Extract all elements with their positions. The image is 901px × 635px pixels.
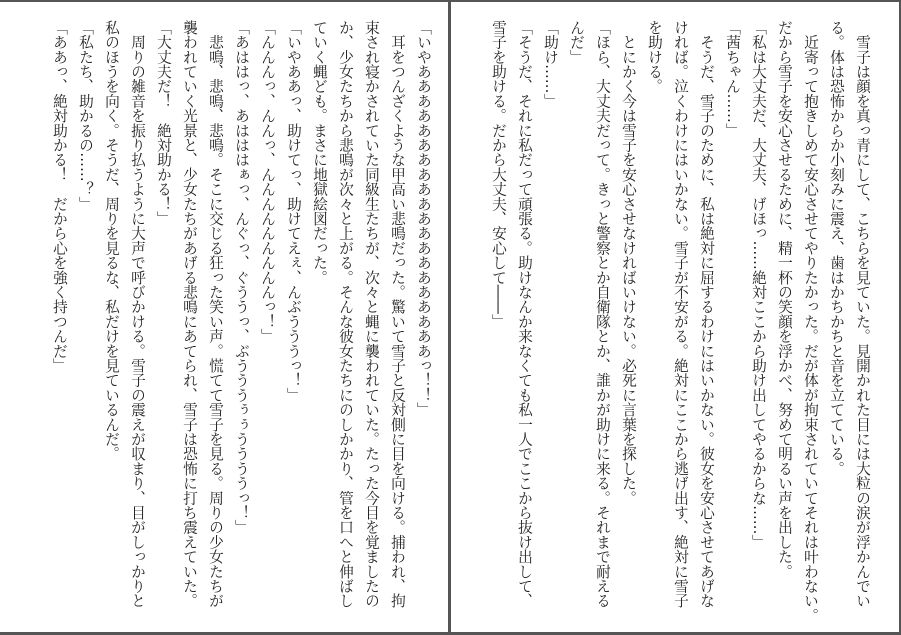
text-line: 襲われていく光景と、少女たちがあげる悲鳴にあてられ、雪子は恐怖に打ち震えていた。	[181, 20, 198, 608]
left-page	[16, 20, 436, 628]
text-line: 「私たち、助かるの……？」	[77, 20, 94, 212]
text-line: とにかく今は雪子を安心させなければいけない。必死に言葉を探した。	[620, 20, 637, 506]
text-line: 耳をつんざくような甲高い悲鳴だった。驚いて雪子と反対側に目を向ける。捕われ、拘	[389, 20, 406, 608]
text-line: 私のほうを向く。そうだ、周りを見るな、私だけを見ているんだ。	[103, 20, 120, 461]
text-line: ていく蝿ども。まさに地獄絵図だった。	[311, 20, 328, 285]
text-line: 雪子は顔を真っ青にして、こちらを見ていた。見開かれた目には大粒の涙が浮かんでい	[854, 20, 871, 608]
text-line: そうだ、雪子のために、私は絶対に屈するわけにはいかない。彼女を安心させてあげな	[698, 20, 715, 608]
text-line: だから雪子を安心させるために、精一杯の笑顔を浮かべ、努めて明るい声を出した。	[776, 20, 793, 579]
right-page	[465, 20, 875, 628]
page-divider	[448, 0, 451, 635]
text-line: 「ああっ、絶対助かる！ だから心を強く持つんだ」	[51, 20, 68, 373]
text-line: 近寄って抱きしめて安心させてやりたかった。だが体が拘束されていてそれは叶わない。	[802, 20, 819, 623]
text-line: 悲鳴、悲鳴、悲鳴。そこに交じる狂った笑い声。慌てて雪子を見る。周りの少女たちが	[207, 20, 224, 608]
text-line: 「んんんっ、んんっ、んんんんんんんんんっ！」	[259, 20, 276, 344]
text-line: 「私は大丈夫だ、大丈夫、げほっ……絶対ここから助け出してやるからな……」	[750, 20, 767, 550]
text-line: んだ」	[568, 20, 585, 65]
text-line: 雪子を助ける。だから大丈夫、安心して――」	[490, 20, 507, 329]
text-line: か、少女たちから悲鳴が次々と上がる。そんな彼女たちにのしかかり、管を口へと伸ばし	[337, 20, 354, 608]
text-line: 「ほら、大丈夫だって。きっと警察とか自衛隊とか、誰かが助けに来る。それまで耐える	[594, 20, 611, 608]
text-line: 「大丈夫だ！ 絶対助かる！」	[155, 20, 172, 226]
text-line: 「そうだ、それに私だって頑張る。助けなんか来なくても私一人でここから抜け出して、	[516, 20, 533, 608]
text-line: 「いやああっ、助けてっ、助けてえぇ、んぶうううっ！」	[285, 20, 302, 403]
text-line: 「助け……」	[542, 20, 559, 109]
text-line: 「いやああああああああああああああああああああっ！！」	[415, 20, 432, 417]
text-line: 「あははっ、あはははぁっ、んぐっ、ぐううっ、ぶうううぅぅううううっ！」	[233, 20, 250, 535]
text-line: 周りの雑音を振り払うように大声で呼びかける。雪子の震えが収まり、目がしっかりと	[129, 20, 146, 608]
text-line: る。体は恐怖からか小刻みに震え、歯はかちかちと音を立てている。	[828, 20, 845, 476]
text-line: ければ。泣くわけにはいかない。雪子が不安がる。絶対にここから逃げ出す、絶対に雪子	[672, 20, 689, 608]
text-line: 「茜ちゃん……」	[724, 20, 741, 138]
text-line: 束され寝かされていた同級生たちが、次々と蝿に襲われていた。たった今目を覚ましたの	[363, 20, 380, 608]
text-line: を助ける。	[646, 20, 663, 94]
